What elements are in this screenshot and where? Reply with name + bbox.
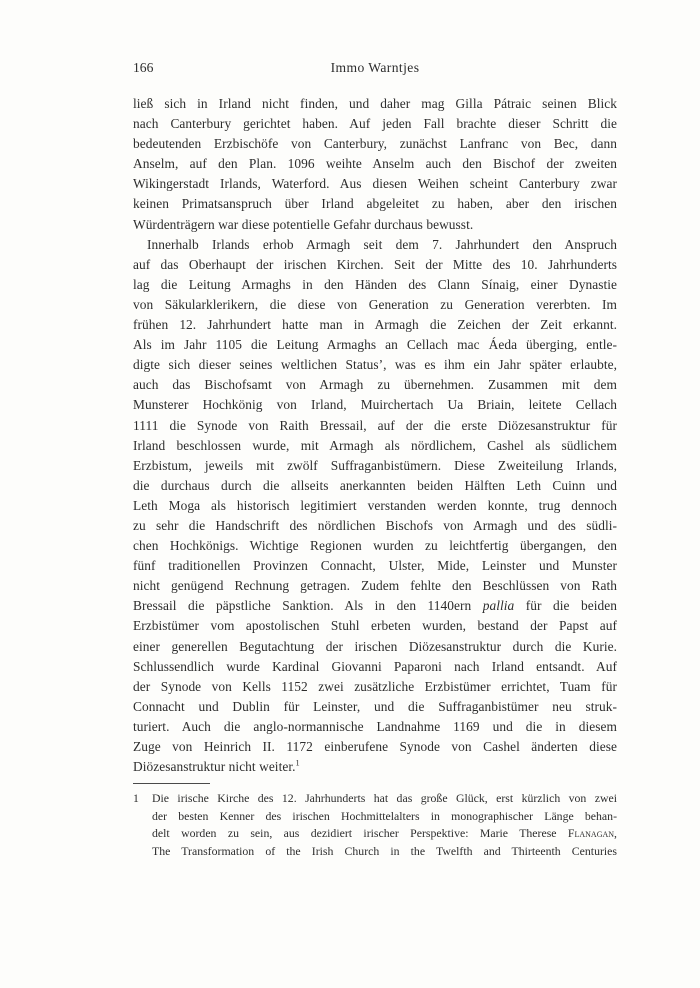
text-line: Wikingerstadt Irlands, Waterford. Aus diesen Weihen scheint Canterbury zwar	[133, 176, 617, 192]
text-line: Irland beschlossen wurde, mit Armagh als nördlichem, Cashel als südlichem	[133, 437, 617, 453]
text-line: fünf traditionellen Provinzen Connacht, Ulster, Mide, Leinster und Munster	[133, 558, 617, 574]
text-line: Würdenträgern war diese potentielle Gefahr durchaus bewusst.	[133, 216, 474, 232]
text-line: Erzbistum, jeweils mit zwölf Suffraganbistümern. Diese Zweiteilung Irlands,	[133, 457, 617, 473]
text-line: die durchaus durch die allseits anerkannten beiden Hälften Leth Cuinn und	[133, 477, 617, 493]
page-number: 166	[133, 60, 154, 75]
text-line: Diözesanstruktur nicht weiter.$^1$	[133, 758, 300, 775]
text-line: nach Canterbury gerichtet haben. Auf jeden Fall brachte dieser Schritt die	[133, 116, 617, 132]
text-line: nicht genügend Rechnung getragen. Zudem fehlte den Beschlüssen von Rath	[133, 578, 617, 594]
text-line: Schlussendlich wurde Kardinal Giovanni Paparoni nach Irland entsandt. Auf	[133, 658, 617, 674]
text-line: Innerhalb Irlands erhob Armagh seit dem 7. Jahrhundert den Anspruch	[147, 236, 617, 252]
text-line: Die irische Kirche des 12. Jahrhunderts hat das große Glück, erst kürzlich von zwei	[152, 791, 617, 805]
text-line: Erzbistümer vom apostolischen Stuhl erbeten wurden, bestand der Papst auf	[133, 618, 617, 634]
text-line: einer generellen Begutachtung der irischen Diözesanstruktur durch die Kurie.	[133, 638, 617, 654]
footnote-body	[133, 790, 617, 860]
text-line: der Synode von Kells 1152 zwei zusätzliche Erzbistümer errichtet, Tuam für	[133, 678, 617, 694]
text-line: zu sehr die Handschrift des nördlichen Bischofs von Armagh und des südli-	[133, 517, 617, 533]
text-line: auf das Oberhaupt der irischen Kirchen. Seit der Mitte des 10. Jahrhunderts	[133, 256, 617, 272]
text-line: Leth Moga als historisch legitimiert verstanden werden konnte, trug dennoch	[133, 497, 617, 513]
text-line: Anselm, auf den Plan. 1096 weihte Anselm auch den Bischof der zweiten	[133, 156, 617, 172]
body-text	[133, 94, 617, 777]
text-line: The Transformation of the Irish Church in the Twelfth and Thirteenth Centuries	[152, 843, 617, 858]
footnote	[133, 790, 617, 860]
text-line: der besten Kenner des irischen Hochmittelalters in monographischer Länge behan-	[152, 808, 617, 823]
text-line: bedeutenden Erzbischöfe von Canterbury, zunächst Lanfranc von Bec, dann	[133, 136, 617, 152]
footnote-number: 1	[133, 791, 139, 805]
text-line: turiert. Auch die anglo-normannische Landnahme 1169 und die in diesem	[133, 718, 617, 734]
text-line: ließ sich in Irland nicht finden, und daher mag Gilla Pátraic seinen Blick	[133, 96, 617, 111]
text-line: von Säkularklerikern, die diese von Generation zu Generation vererbten. Im	[133, 296, 617, 312]
footnote-separator	[133, 783, 210, 784]
text-line: auch das Bischofsamt von Armagh zu übernehmen. Zusammen mit dem	[133, 377, 617, 393]
footnote-text	[152, 790, 617, 860]
text-line: lag die Leitung Armaghs in den Händen des Clann Sínaig, einer Dynastie	[133, 276, 617, 292]
text-line: chen Hochkönigs. Wichtige Regionen wurden zu leichtfertig übergangen, den	[133, 538, 617, 554]
text-line: Als im Jahr 1105 die Leitung Armaghs an Cellach mac Áeda überging, entle-	[133, 337, 617, 353]
text-line: digte sich dieser seines weltlichen Status’, was es ihm ein Jahr später erlaubte,	[133, 357, 617, 373]
text-line: keinen Primatsanspruch über Irland abgeleitet zu haben, aber den irischen	[133, 196, 617, 212]
text-line: 1111 die Synode von Raith Bressail, auf der die erste Diözesanstruktur für	[133, 417, 617, 433]
text-line: Munsterer Hochkönig von Irland, Muirchertach Ua Briain, leitete Cellach	[133, 397, 617, 413]
page-header	[133, 60, 617, 80]
text-line: Bressail die päpstliche Sanktion. Als in den 1140ern pallia für die beiden	[133, 598, 617, 614]
running-title: Immo Warntjes	[330, 60, 420, 75]
text-line: frühen 12. Jahrhundert hatte man in Armagh die Zeichen der Zeit erkannt.	[133, 317, 617, 333]
text-line: delt worden zu sein, aus dezidiert irischer Perspektive: Marie Therese Flanagan,	[152, 826, 617, 841]
text-line: Connacht und Dublin für Leinster, und die Suffraganbistümer neu struk-	[133, 698, 617, 714]
text-line: Zuge von Heinrich II. 1172 einberufene Synode von Cashel änderten diese	[133, 739, 617, 754]
